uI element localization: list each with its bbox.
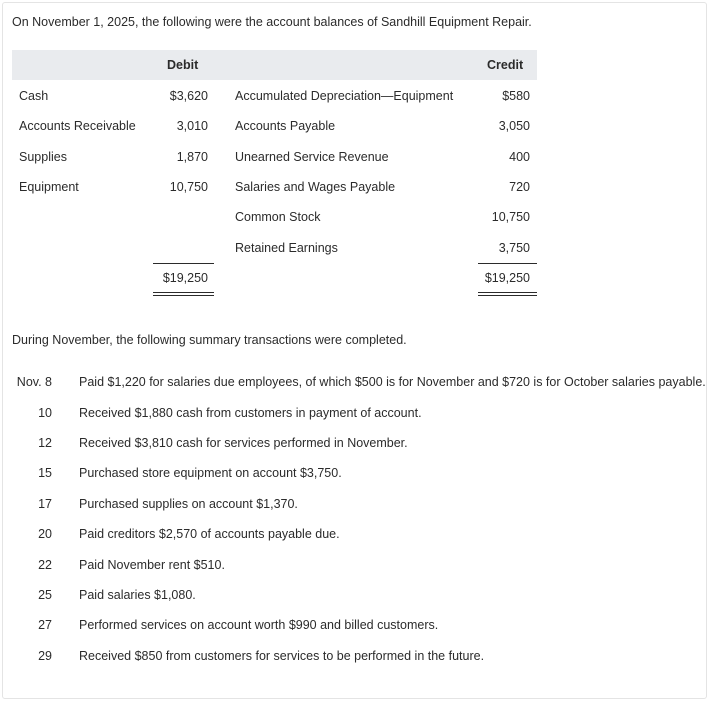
- transaction-description: Paid $1,220 for salaries due employees, of which $500 is for November and $720 is for October salaries payable.: [79, 375, 706, 389]
- transaction-date: 27: [38, 618, 52, 632]
- credit-account-accounts-payable: Accounts Payable: [235, 119, 336, 133]
- transaction-date: 17: [38, 497, 52, 511]
- debit-account-equipment: Equipment: [19, 180, 79, 194]
- credit-header: Credit: [487, 58, 524, 72]
- transaction-description: Paid creditors $2,570 of accounts payable due.: [79, 527, 340, 541]
- transaction-description: Received $850 from customers for services to be performed in the future.: [79, 649, 485, 663]
- credit-amount-common-stock: 10,750: [491, 210, 530, 224]
- credit-account-accumulated-depreciation: Accumulated Depreciation—Equipment: [235, 89, 454, 103]
- debit-amount-cash: $3,620: [169, 89, 208, 103]
- transaction-description: Paid November rent $510.: [79, 558, 225, 572]
- intro-text: On November 1, 2025, the following were the account balances of Sandhill Equipment Repair.: [12, 15, 532, 29]
- credit-double-rule-top: [478, 292, 537, 293]
- table-header-band: [12, 50, 537, 80]
- transaction-date: Nov. 8: [16, 375, 52, 389]
- credit-total: $19,250: [484, 271, 530, 285]
- credit-account-common-stock: Common Stock: [235, 210, 321, 224]
- debit-account-accounts-receivable: Accounts Receivable: [19, 119, 136, 133]
- credit-account-salaries-wages-payable: Salaries and Wages Payable: [235, 180, 396, 194]
- debit-amount-supplies: 1,870: [176, 150, 208, 164]
- transaction-date: 10: [38, 406, 52, 420]
- transaction-date: 12: [38, 436, 52, 450]
- debit-double-rule-bottom: [153, 295, 214, 296]
- debit-total: $19,250: [162, 271, 208, 285]
- credit-amount-unearned-service-revenue: 400: [509, 150, 530, 164]
- transaction-description: Performed services on account worth $990 and billed customers.: [79, 618, 439, 632]
- credit-amount-accounts-payable: 3,050: [498, 119, 530, 133]
- transaction-date: 22: [38, 558, 52, 572]
- debit-amount-accounts-receivable: 3,010: [176, 119, 208, 133]
- transaction-description: Paid salaries $1,080.: [79, 588, 196, 602]
- transaction-date: 20: [38, 527, 52, 541]
- debit-amount-equipment: 10,750: [169, 180, 208, 194]
- transaction-date: 25: [38, 588, 52, 602]
- credit-total-rule: [478, 263, 537, 264]
- transaction-description: Purchased supplies on account $1,370.: [79, 497, 298, 511]
- transaction-description: Received $3,810 cash for services performed in November.: [79, 436, 408, 450]
- debit-account-supplies: Supplies: [19, 150, 67, 164]
- credit-double-rule-bottom: [478, 295, 537, 296]
- debit-total-rule: [153, 263, 214, 264]
- debit-header: Debit: [167, 58, 199, 72]
- transaction-date: 29: [38, 649, 52, 663]
- credit-account-unearned-service-revenue: Unearned Service Revenue: [235, 150, 389, 164]
- transaction-description: Received $1,880 cash from customers in payment of account.: [79, 406, 422, 420]
- debit-double-rule-top: [153, 292, 214, 293]
- debit-account-cash: Cash: [19, 89, 49, 103]
- credit-amount-salaries-wages-payable: 720: [509, 180, 530, 194]
- transaction-date: 15: [38, 466, 52, 480]
- credit-amount-accumulated-depreciation: $580: [502, 89, 530, 103]
- summary-intro: During November, the following summary transactions were completed.: [12, 333, 407, 347]
- credit-amount-retained-earnings: 3,750: [498, 241, 530, 255]
- transaction-description: Purchased store equipment on account $3,750.: [79, 466, 342, 480]
- credit-account-retained-earnings: Retained Earnings: [235, 241, 338, 255]
